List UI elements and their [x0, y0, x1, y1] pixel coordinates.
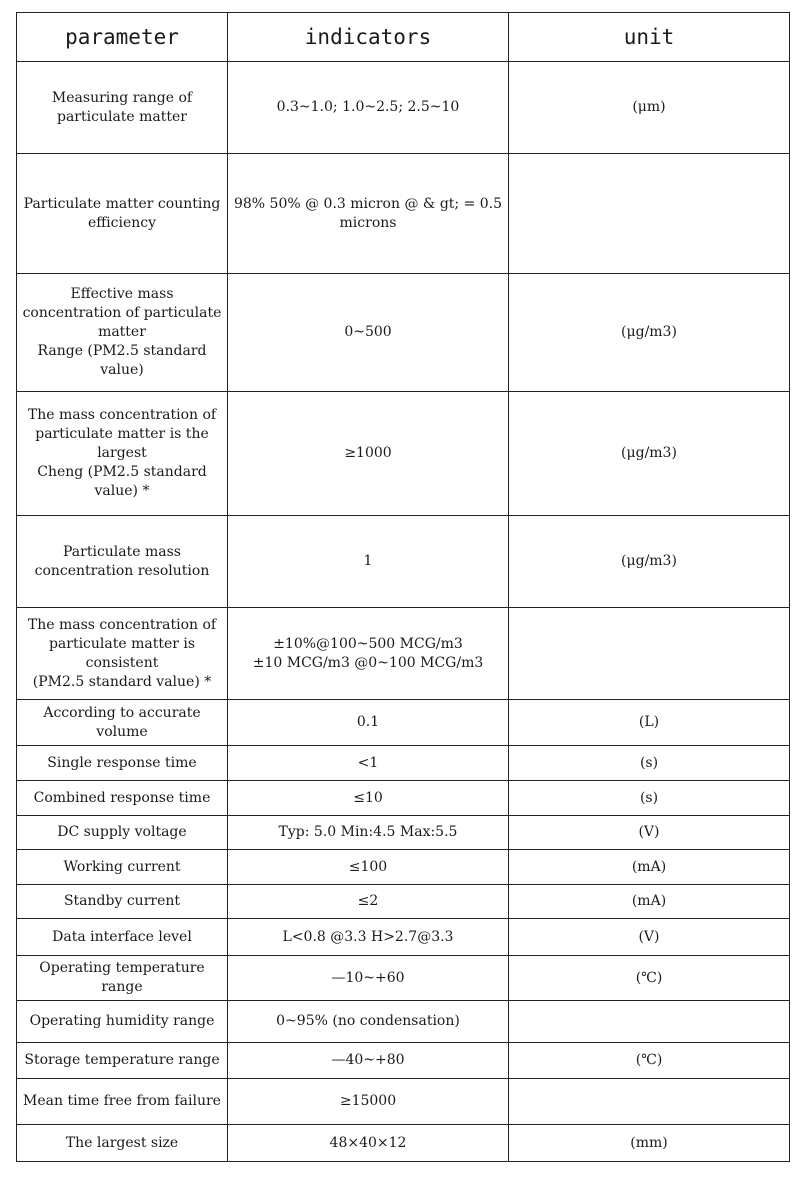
indicators-cell: 0.3~1.0; 1.0~2.5; 2.5~10 [228, 62, 509, 154]
unit-cell: (μg/m3) [509, 274, 790, 392]
parameter-cell: Operating temperature range [17, 956, 228, 1001]
indicators-cell: ≤10 [228, 781, 509, 816]
unit-cell: (℃) [509, 1043, 790, 1079]
parameter-cell: Storage temperature range [17, 1043, 228, 1079]
unit-cell: (mA) [509, 850, 790, 885]
parameter-cell: The largest size [17, 1125, 228, 1162]
table-row [17, 746, 790, 781]
parameter-cell: Measuring range of particulate matter [17, 62, 228, 154]
unit-cell: (μg/m3) [509, 516, 790, 608]
unit-cell: (L) [509, 700, 790, 746]
indicators-cell: ±10%@100~500 MCG/m3 ±10 MCG/m3 @0~100 MCG/m3 [228, 608, 509, 700]
table-row [17, 781, 790, 816]
unit-cell: (mm) [509, 1125, 790, 1162]
table-row [17, 1079, 790, 1125]
unit-cell: (mA) [509, 885, 790, 919]
unit-cell [509, 608, 790, 700]
parameter-cell: Single response time [17, 746, 228, 781]
table-row [17, 274, 790, 392]
indicators-cell: 98% 50% @ 0.3 micron @ & gt; = 0.5 microns [228, 154, 509, 274]
parameter-cell: Effective mass concentration of particulate matter Range (PM2.5 standard value) [17, 274, 228, 392]
table-row [17, 1043, 790, 1079]
table-row [17, 608, 790, 700]
unit-cell [509, 154, 790, 274]
header-parameter: parameter [17, 13, 228, 62]
table-row [17, 700, 790, 746]
parameter-cell: Particulate mass concentration resolution [17, 516, 228, 608]
indicators-cell: ≤2 [228, 885, 509, 919]
parameter-cell: DC supply voltage [17, 816, 228, 850]
indicators-cell: ≤100 [228, 850, 509, 885]
parameter-cell: Mean time free from failure [17, 1079, 228, 1125]
unit-cell: (μm) [509, 62, 790, 154]
unit-cell: (V) [509, 919, 790, 956]
spec-table [16, 12, 790, 1162]
indicators-cell: ≥15000 [228, 1079, 509, 1125]
unit-cell: (s) [509, 746, 790, 781]
indicators-cell: L<0.8 @3.3 H>2.7@3.3 [228, 919, 509, 956]
parameter-cell: According to accurate volume [17, 700, 228, 746]
table-row [17, 516, 790, 608]
table-row [17, 62, 790, 154]
unit-cell: (μg/m3) [509, 392, 790, 516]
indicators-cell: <1 [228, 746, 509, 781]
parameter-cell: Combined response time [17, 781, 228, 816]
indicators-cell: 1 [228, 516, 509, 608]
indicators-cell: —40~+80 [228, 1043, 509, 1079]
indicators-cell: 48×40×12 [228, 1125, 509, 1162]
table-row [17, 1125, 790, 1162]
table-row [17, 850, 790, 885]
header-indicators: indicators [228, 13, 509, 62]
indicators-cell: —10~+60 [228, 956, 509, 1001]
table-row [17, 919, 790, 956]
indicators-cell: Typ: 5.0 Min:4.5 Max:5.5 [228, 816, 509, 850]
parameter-cell: Standby current [17, 885, 228, 919]
table-row [17, 816, 790, 850]
table-row [17, 1001, 790, 1043]
header-unit: unit [509, 13, 790, 62]
indicators-cell: 0~500 [228, 274, 509, 392]
table-row [17, 154, 790, 274]
unit-cell [509, 1079, 790, 1125]
indicators-cell: ≥1000 [228, 392, 509, 516]
table-row [17, 956, 790, 1001]
table-row [17, 392, 790, 516]
table-row [17, 885, 790, 919]
unit-cell: (℃) [509, 956, 790, 1001]
indicators-cell: 0.1 [228, 700, 509, 746]
parameter-cell: Particulate matter counting efficiency [17, 154, 228, 274]
unit-cell: (V) [509, 816, 790, 850]
parameter-cell: Data interface level [17, 919, 228, 956]
header-row [17, 13, 790, 62]
unit-cell: (s) [509, 781, 790, 816]
parameter-cell: The mass concentration of particulate matter is consistent (PM2.5 standard value) * [17, 608, 228, 700]
parameter-cell: Operating humidity range [17, 1001, 228, 1043]
unit-cell [509, 1001, 790, 1043]
parameter-cell: Working current [17, 850, 228, 885]
parameter-cell: The mass concentration of particulate matter is the largest Cheng (PM2.5 standard value) * [17, 392, 228, 516]
indicators-cell: 0~95% (no condensation) [228, 1001, 509, 1043]
